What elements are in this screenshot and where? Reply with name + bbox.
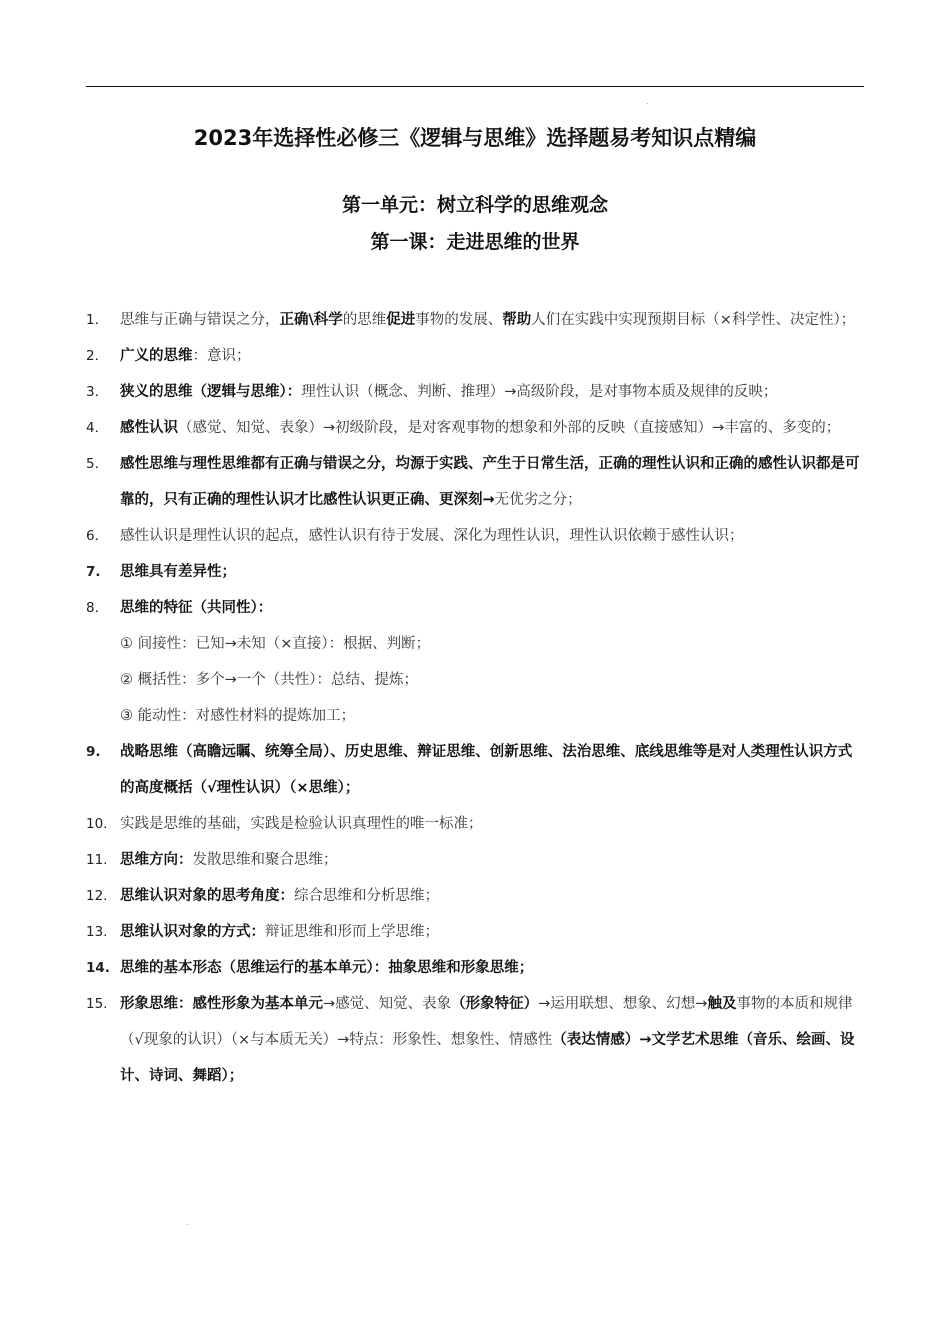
document-title: 2023年选择性必修三《逻辑与思维》选择题易考知识点精编: [193, 126, 757, 150]
list-item: [86, 734, 864, 806]
item-number: 7.: [86, 564, 101, 580]
item-text: 正确\科学: [279, 312, 343, 328]
item-number: 6.: [86, 528, 99, 544]
speck: .: [646, 97, 649, 106]
item-number: 10.: [86, 816, 108, 832]
item-text: ① 间接性：已知→未知（×直接）：根据、判断；: [120, 636, 431, 652]
item-text: 感性认识: [120, 420, 178, 436]
item-number: 11.: [86, 852, 108, 868]
item-text: 辩证思维和形而上学思维；: [265, 924, 439, 940]
list-item: [86, 338, 864, 374]
item-text: 思维的特征（共同性）：: [120, 600, 273, 616]
list-item: [86, 554, 864, 590]
item-text: 帮助: [502, 312, 532, 328]
item-number: 15.: [86, 996, 108, 1012]
item-text: 事物的本质和规律（√现象的认识）（×与本质无关）→特点：形象性、想象性、情感性: [120, 996, 853, 1048]
item-text: →运用联想、想象、幻想→: [538, 996, 708, 1012]
item-text: 思维认识对象的思考角度：: [120, 888, 294, 904]
knowledge-point-list: [86, 302, 864, 1094]
list-item: [86, 590, 864, 626]
item-text: 促进: [386, 312, 416, 328]
list-item: [86, 302, 864, 338]
item-text: （表达情感）→文学艺术思维（音乐、绘画、设计、诗词、舞蹈）；: [120, 1032, 855, 1084]
item-text: 发散思维和聚合思维；: [192, 852, 338, 868]
item-text: 广义的思维: [120, 348, 193, 364]
item-text: 形象思维：感性形象为基本单元: [120, 996, 323, 1012]
item-text: 感性认识是理性认识的起点，感性认识有待于发展、深化为理性认识，理性认识依赖于感性认识；: [120, 528, 744, 544]
item-text: 人们在实践中实现预期目标（×科学性、决定性）；: [531, 312, 856, 328]
item-number: 13.: [86, 924, 108, 940]
item-number: 12.: [86, 888, 108, 904]
item-text: 综合思维和分析思维；: [294, 888, 439, 904]
header-rule: [86, 86, 864, 87]
list-item: [86, 410, 864, 446]
speck: .: [186, 1218, 189, 1227]
lesson-title: 第一课：走进思维的世界: [370, 231, 580, 253]
item-text: （形象特征）: [451, 996, 539, 1012]
item-text: 感性思维与理性思维都有正确与错误之分，均源于实践、产生于日常生活，正确的理性认识和正确的感性认识都是可靠的，只有正确的理性认识才比感性认识更正确、更深刻→: [120, 456, 860, 508]
item-text: 事物的发展、: [415, 312, 503, 328]
item-text: 无优劣之分；: [494, 492, 582, 508]
list-item: [86, 878, 864, 914]
item-number: 2.: [86, 348, 99, 364]
item-text: ② 概括性：多个→一个（共性）：总结、提炼；: [120, 672, 419, 688]
list-item: [86, 950, 864, 986]
item-text: 实践是思维的基础，实践是检验认识真理性的唯一标准；: [120, 816, 483, 832]
item-text: 触及: [707, 996, 737, 1012]
item-number: 14.: [86, 960, 110, 976]
item-text: ③ 能动性：对感性材料的提炼加工；: [120, 708, 356, 724]
list-item: [86, 806, 864, 842]
list-item: [86, 446, 864, 518]
item-text: 的思维: [342, 312, 387, 328]
item-number: 1.: [86, 312, 99, 328]
list-item: [86, 986, 864, 1094]
item-number: 9.: [86, 744, 101, 760]
list-item: [86, 374, 864, 410]
item-text: 思维方向：: [120, 852, 193, 868]
list-subitem: [86, 698, 864, 734]
item-text: ：意识；: [192, 348, 251, 364]
list-item: [86, 842, 864, 878]
item-text: （感觉、知觉、表象）→初级阶段，是对客观事物的想象和外部的反映（直接感知）→丰富的、多变的；: [178, 420, 841, 436]
item-text: 狭义的思维（逻辑与思维）：: [120, 384, 302, 400]
list-item: [86, 914, 864, 950]
item-text: 理性认识（概念、判断、推理）→高级阶段，是对事物本质及规律的反映；: [301, 384, 778, 400]
item-number: 3.: [86, 384, 99, 400]
list-item: [86, 518, 864, 554]
list-subitem: [86, 626, 864, 662]
item-text: 思维与正确与错误之分，: [120, 312, 280, 328]
item-text: 思维认识对象的方式：: [120, 924, 265, 940]
item-text: →感觉、知觉、表象: [323, 996, 452, 1012]
list-subitem: [86, 662, 864, 698]
item-number: 8.: [86, 600, 99, 616]
item-text: 思维具有差异性；: [120, 564, 236, 580]
item-number: 4.: [86, 420, 99, 436]
item-text: 思维的基本形态（思维运行的基本单元）：抽象思维和形象思维；: [120, 960, 534, 976]
unit-title: 第一单元：树立科学的思维观念: [341, 194, 608, 216]
item-number: 5.: [86, 456, 99, 472]
item-text: 战略思维（高瞻远瞩、统筹全局）、历史思维、辩证思维、创新思维、法治思维、底线思维等是对人类理性认识方式的高度概括（√理性认识）（×思维）；: [120, 744, 853, 796]
